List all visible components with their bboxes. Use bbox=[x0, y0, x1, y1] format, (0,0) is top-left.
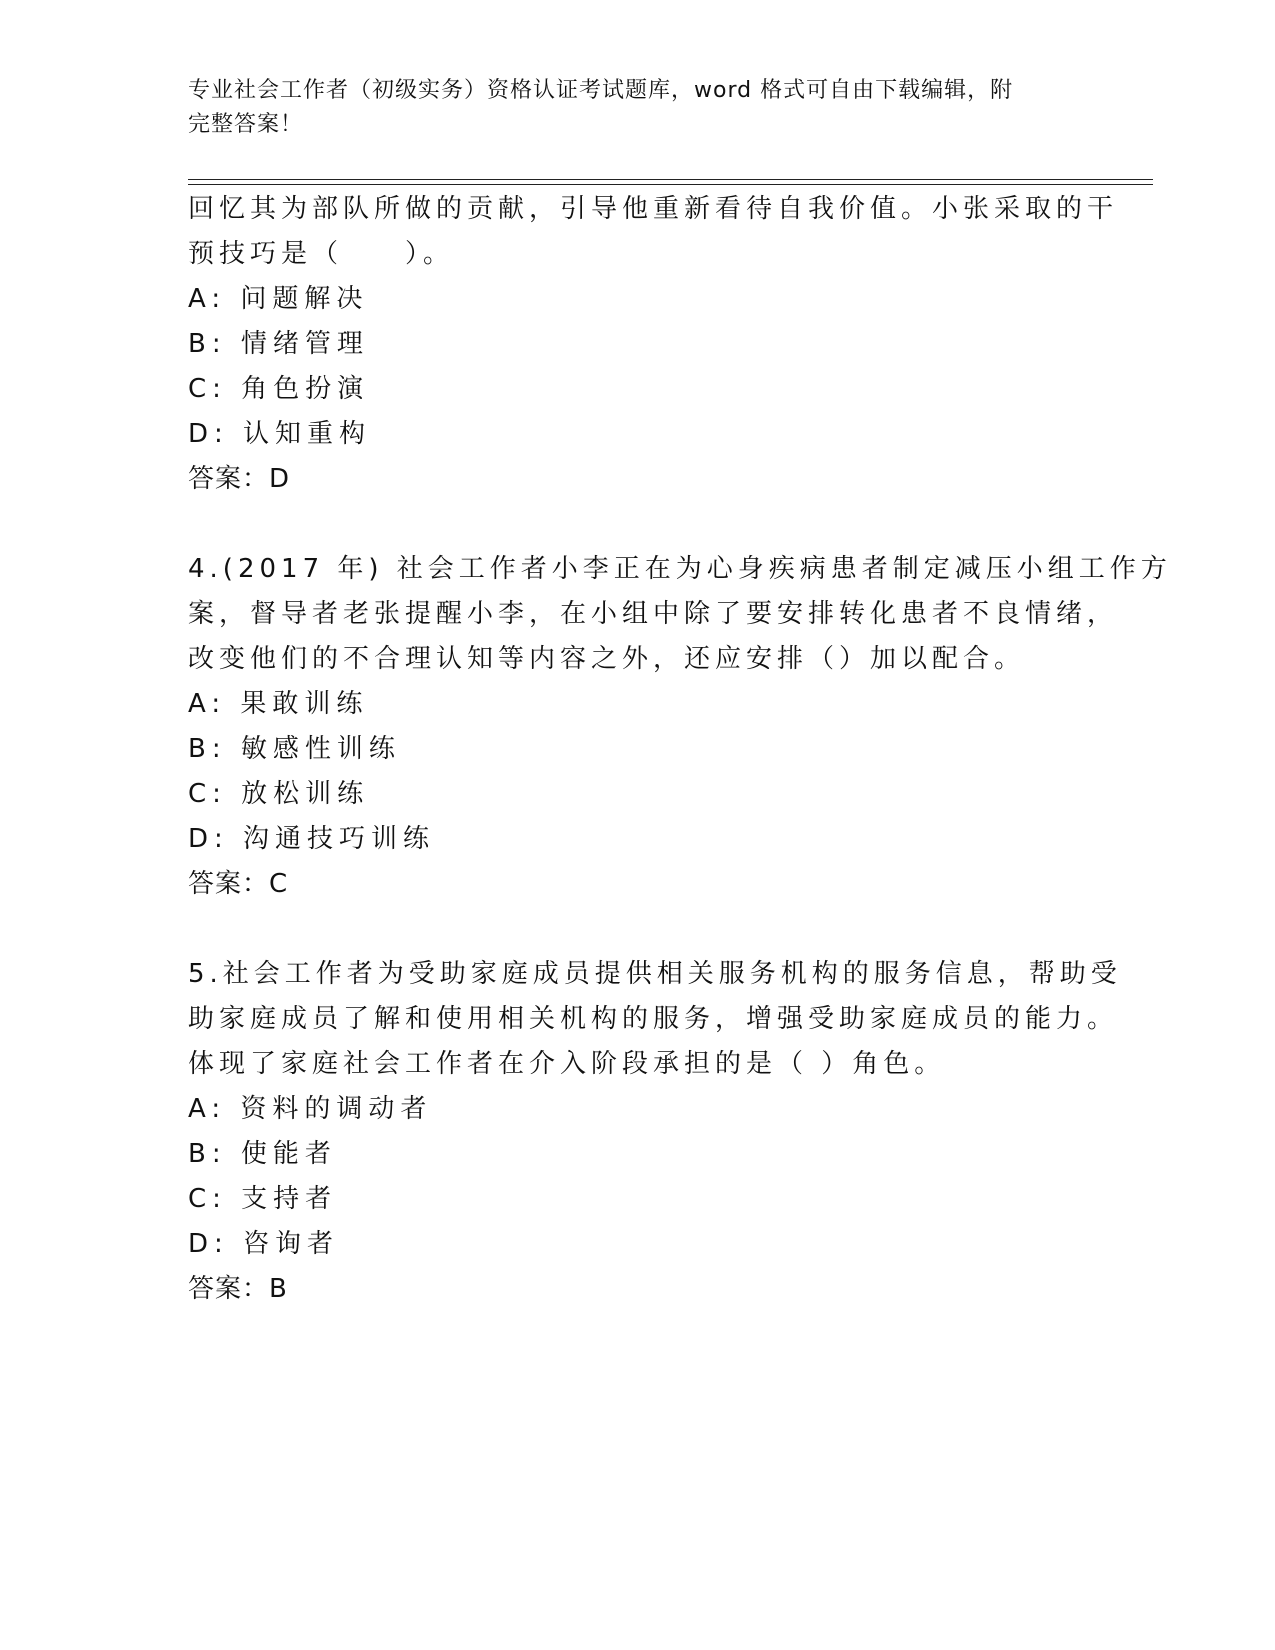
header-divider-top bbox=[188, 179, 1153, 180]
question-stem-line: 4.(2017 年) 社会工作者小李正在为心身疾病患者制定减压小组工作方 bbox=[188, 554, 1172, 584]
header-line-1: 专业社会工作者（初级实务）资格认证考试题库，word 格式可自由下载编辑，附 bbox=[188, 78, 1014, 103]
option-d: D: 沟通技巧训练 bbox=[188, 824, 436, 854]
questions-content bbox=[188, 187, 1172, 1312]
question-stem-line: 回忆其为部队所做的贡献，引导他重新看待自我价值。小张采取的干 bbox=[188, 194, 1119, 224]
option-a: A: 问题解决 bbox=[188, 284, 369, 314]
spacer bbox=[188, 502, 1088, 547]
option-d: D: 认知重构 bbox=[188, 419, 372, 449]
option-b: B: 使能者 bbox=[188, 1139, 337, 1169]
spacer bbox=[188, 907, 1088, 952]
option-a: A: 资料的调动者 bbox=[188, 1094, 433, 1124]
question-stem-line: 改变他们的不合理认知等内容之外，还应安排（）加以配合。 bbox=[188, 644, 1026, 674]
page-header bbox=[188, 74, 1068, 142]
question-4 bbox=[188, 547, 1172, 907]
question-5 bbox=[188, 952, 1122, 1312]
option-d: D: 咨询者 bbox=[188, 1229, 340, 1259]
question-stem-line: 体现了家庭社会工作者在介入阶段承担的是（ ）角色。 bbox=[188, 1049, 946, 1079]
option-b: B: 情绪管理 bbox=[188, 329, 369, 359]
option-c: C: 放松训练 bbox=[188, 779, 370, 809]
answer-line: 答案：C bbox=[188, 869, 289, 899]
option-a: A: 果敢训练 bbox=[188, 689, 369, 719]
header-divider-bottom bbox=[188, 184, 1153, 185]
answer-line: 答案：B bbox=[188, 1274, 288, 1304]
question-3-continued bbox=[188, 187, 1119, 502]
question-stem-line: 助家庭成员了解和使用相关机构的服务，增强受助家庭成员的能力。 bbox=[188, 1004, 1119, 1034]
header-line-2: 完整答案！ bbox=[188, 112, 304, 137]
question-stem-line: 案，督导者老张提醒小李，在小组中除了要安排转化患者不良情绪， bbox=[188, 599, 1119, 629]
question-stem-line: 5.社会工作者为受助家庭成员提供相关服务机构的服务信息，帮助受 bbox=[188, 959, 1122, 989]
option-b: B: 敏感性训练 bbox=[188, 734, 401, 764]
question-stem-line: 预技巧是（ ）。 bbox=[188, 239, 455, 269]
option-c: C: 支持者 bbox=[188, 1184, 338, 1214]
option-c: C: 角色扮演 bbox=[188, 374, 370, 404]
answer-line: 答案：D bbox=[188, 464, 291, 494]
